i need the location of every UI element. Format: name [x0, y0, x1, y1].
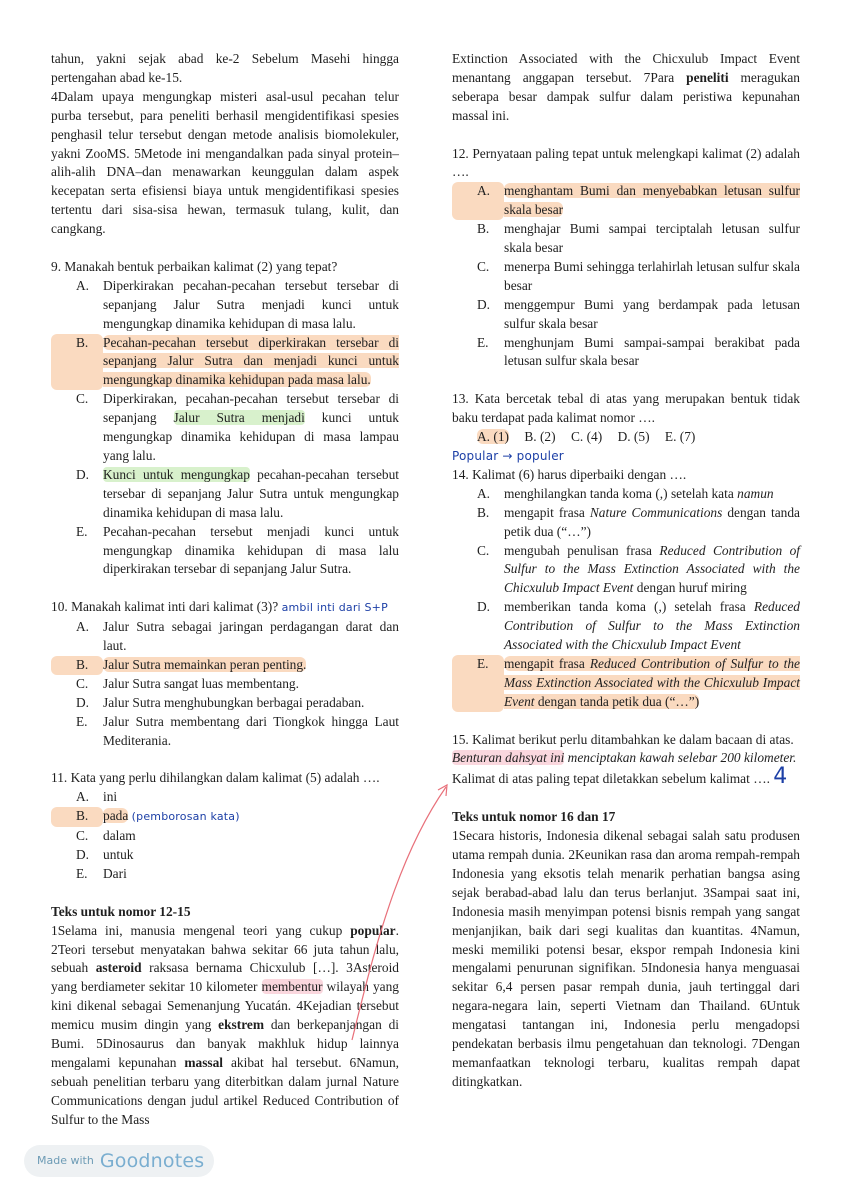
q10-option-e[interactable]: E. Jalur Sutra membentang dari Tiongkok hingga Laut Mediterania. [76, 713, 399, 748]
q11-answer-highlight: pada [103, 808, 129, 824]
q12-option-b[interactable]: B. menghajar Bumi sampai terciptalah letusan sulfur skala besar [477, 221, 800, 256]
question-11: 11. Kata yang perlu dihilangkan dalam kalimat (5) adalah …. [51, 770, 380, 786]
q12-option-d[interactable]: D. menggempur Bumi yang berdampak pada letusan sulfur skala besar [477, 296, 800, 331]
passage-continuation: Extinction Associated with the Chicxulub Impact Event menantang anggapan tersebut. 7Para peneliti meragukan seberapa besar dampak sulfur dalam peristiwa kepunahan massal ini. [452, 51, 800, 123]
q13-option-a[interactable]: A. (1) [477, 429, 509, 445]
q9-option-d[interactable]: D. Kunci untuk mengungkap pecahan-pecahan tersebut tersebar di sepanjang Jalur Sutra untuk mengungkap dinamika kehidupan di masa lalu. [76, 466, 400, 520]
q13-option-d[interactable]: D. (5) [617, 429, 650, 445]
passage-16-17-text: 1Secara historis, Indonesia dikenal sebagai salah satu produsen utama rempah dunia. 2Keunikan rasa dan aroma rempah-rempah Indonesia yang eksotis telah menarik perhatian bangsa asing sejak berabad-abad lalu dan terus berlanjut. 3Sampai saat ini, Indonesia masih menyimpan potensi bisnis rempah yang sangat menjanjikan, baik dari segi kualitas dan kuantitas. 4Namun, meski memiliki potensi besar, ekspor rempah Indonesia kini mengalami penurunan signifikan. 5Indonesia hanya menguasai sekitar 6,4 persen pasar rempah dunia, jauh tertinggal dari negara-negara lain, seperti Vietnam dan Thailand. 6Untuk mengatasi tantangan ini, Indonesia perlu mengadopsi pendekatan berbasis ilmu pengetahuan dan teknologi. 7Dengan memanfaatkan teknologi terbaru, kualitas rempah dapat ditingkatkan. [452, 828, 800, 1089]
right-column [452, 50, 800, 1092]
membentur-highlight: membentur [261, 979, 323, 995]
q9-option-b[interactable]: B. Pecahan-pecahan tersebut diperkirakan tersebar di sepanjang Jalur Sutra dan menjadi kunci untuk mengungkap dinamika kehidupan pada masa lalu. [51, 334, 399, 391]
question-13: 13. Kata bercetak tebal di atas yang merupakan bentuk tidak baku terdapat pada kalimat nomor …. [452, 391, 800, 426]
intro-paragraph-2: 4Dalam upaya mengungkap misteri asal-usul pecahan telur purba tersebut, para peneliti berhasil mengidentifikasi spesies penghasil telur tersebut dengan metode analisis biomolekuler, yakni ZooMS. 5Metode ini mengandalkan pada sinyal protein–alih-alih DNA–dan menawarkan keunggulan dalam aspek kecepatan serta efisiensi biaya untuk mengidentifikasi spesies tertentu dari sisa-sisa hewan, termasuk tulang, kulit, dan cangkang. [51, 88, 399, 237]
q9-c-highlight: Jalur Sutra menjadi [173, 410, 305, 426]
q10-handwritten-note: ambil inti dari S+P [281, 601, 388, 615]
q13-option-e[interactable]: E. (7) [664, 429, 696, 445]
question-12: 12. Pernyataan paling tepat untuk melengkapi kalimat (2) adalah …. [452, 145, 800, 180]
q12-option-e[interactable]: E. menghunjam Bumi sampai-sampai berakibat pada letusan sulfur skala besar [477, 334, 800, 369]
q10-option-b[interactable]: B. Jalur Sutra memainkan peran penting. [51, 656, 399, 675]
question-10: 10. Manakah kalimat inti dari kalimat (3)? ambil inti dari S+P [51, 599, 388, 615]
passage-16-17-heading: Teks untuk nomor 16 dan 17 [452, 809, 616, 825]
q12-answer-highlight: menghantam Bumi dan menyebabkan letusan sulfur skala besar [504, 183, 800, 218]
q10-option-c[interactable]: C. Jalur Sutra sangat luas membentang. [76, 675, 299, 691]
q12-option-c[interactable]: C. menerpa Bumi sehingga terlahirlah letusan sulfur skala besar [477, 258, 800, 293]
passage-12-15-text: 1Selama ini, manusia mengenal teori yang cukup popular. 2Teori tersebut menyatakan bahwa sekitar 66 juta tahun lalu, sebuah asteroid raksasa bernama Chicxulub […]. 3Asteroid yang berdiameter sekitar 10 kilometer membentur wilayah yang kini dikenal sebagai Semenanjung Yucatán. 4Kejadian tersebut memicu musim dingin yang ekstrem dan berkepanjangan di Bumi. 5Dinosaurus dan banyak makhluk hidup lainnya mengalami kepunahan massal akibat hal tersebut. 6Namun, sebuah penelitian terbaru yang diterbitkan dalam jurnal Nature Communications dengan judul artikel Reduced Contribution of Sulfur to the Mass [51, 922, 399, 1127]
q9-option-e[interactable]: E. Pecahan-pecahan tersebut menjadi kunci untuk mengungkap dinamika kehidupan di masa lalu diperkirakan tersebar di sepanjang Jalur Sutra. [76, 523, 399, 577]
passage-12-15-heading: Teks untuk nomor 12-15 [51, 903, 191, 919]
q11-option-b[interactable]: B. pada (pemborosan kata) [51, 807, 399, 827]
question-9: 9. Manakah bentuk perbaikan kalimat (2) yang tepat? [51, 258, 338, 274]
q14-option-e[interactable]: E. mengapit frasa Reduced Contribution of Sulfur to the Mass Extinction Associated with the Chicxulub Impact Event dengan tanda petik dua (“…”) [452, 655, 800, 712]
q9-option-c[interactable]: C. Diperkirakan, pecahan-pecahan tersebut tersebar di sepanjang Jalur Sutra menjadi kunci untuk mengungkap dinamika kehidupan di masa lampau yang lalu. [76, 391, 400, 464]
q15-quote-highlight: Benturan dahsyat ini [452, 750, 565, 766]
q10-answer-highlight: Jalur Sutra memainkan peran penting. [103, 656, 307, 672]
q13-option-c[interactable]: C. (4) [570, 429, 603, 445]
intro-paragraph-1: tahun, yakni sejak abad ke-2 Sebelum Masehi hingga pertengahan abad ke-15. [51, 51, 399, 85]
q14-option-c[interactable]: C. mengubah penulisan frasa Reduced Contribution of Sulfur to the Mass Extinction Associated with the Chicxulub Impact Event dengan huruf miring [477, 542, 800, 596]
q10-option-a[interactable]: A. Jalur Sutra sebagai jaringan perdagangan darat dan laut. [76, 619, 399, 654]
q10-option-d[interactable]: D. Jalur Sutra menghubungkan berbagai peradaban. [76, 694, 365, 710]
q13-options [452, 428, 800, 447]
goodnotes-watermark: Made with Goodnotes [24, 1145, 214, 1177]
q11-option-c[interactable]: C. dalam [76, 828, 136, 844]
q13-option-b[interactable]: B. (2) [524, 429, 556, 445]
q11-handwritten-note: (pemborosan kata) [131, 810, 240, 824]
q14-answer-highlight: mengapit frasa Reduced Contribution of Sulfur to the Mass Extinction Associated with the Chicxulub Impact Event dengan tanda petik dua (“…”) [504, 655, 800, 709]
question-14: 14. Kalimat (6) harus diperbaiki dengan …. [452, 466, 687, 482]
q11-option-e[interactable]: E. Dari [76, 865, 127, 881]
q14-option-b[interactable]: B. mengapit frasa Nature Communications dengan tanda petik dua (“…”) [477, 504, 800, 539]
q14-option-a[interactable]: A. menghilangkan tanda koma (,) setelah kata namun [477, 485, 774, 501]
goodnotes-logo: Goodnotes [99, 1149, 205, 1172]
q14-option-d[interactable]: D. memberikan tanda koma (,) setelah frasa Reduced Contribution of Sulfur to the Mass Extinction Associated with the Chicxulub Impact Event [477, 599, 800, 653]
q9-d-highlight: Kunci untuk mengungkap [103, 466, 250, 482]
q9-answer-highlight: Pecahan-pecahan tersebut diperkirakan tersebar di sepanjang Jalur Sutra dan menjadi kunci untuk mengungkap dinamika kehidupan pada masa lalu. [103, 334, 399, 388]
q11-option-d[interactable]: D. untuk [76, 847, 134, 863]
q11-option-a[interactable]: A. ini [76, 789, 118, 805]
q13-handwritten-note: Popular → populer [452, 449, 564, 463]
left-column [51, 50, 399, 1130]
question-15: 15. Kalimat berikut perlu ditambahkan ke dalam bacaan di atas. [452, 731, 794, 747]
q15-prompt: Kalimat di atas paling tepat diletakkan sebelum kalimat …. 4 [452, 764, 788, 790]
q9-option-a[interactable]: A. Diperkirakan pecahan-pecahan tersebut tersebar di sepanjang Jalur Sutra menjadi kunci untuk mengungkap dinamika kehidupan di masa lalu. [76, 277, 399, 331]
q15-handwritten-answer: 4 [773, 764, 788, 790]
q15-quote: Benturan dahsyat ini menciptakan kawah selebar 200 kilometer. [452, 750, 797, 766]
q12-option-a[interactable]: A. menghantam Bumi dan menyebabkan letusan sulfur skala besar [452, 182, 800, 220]
